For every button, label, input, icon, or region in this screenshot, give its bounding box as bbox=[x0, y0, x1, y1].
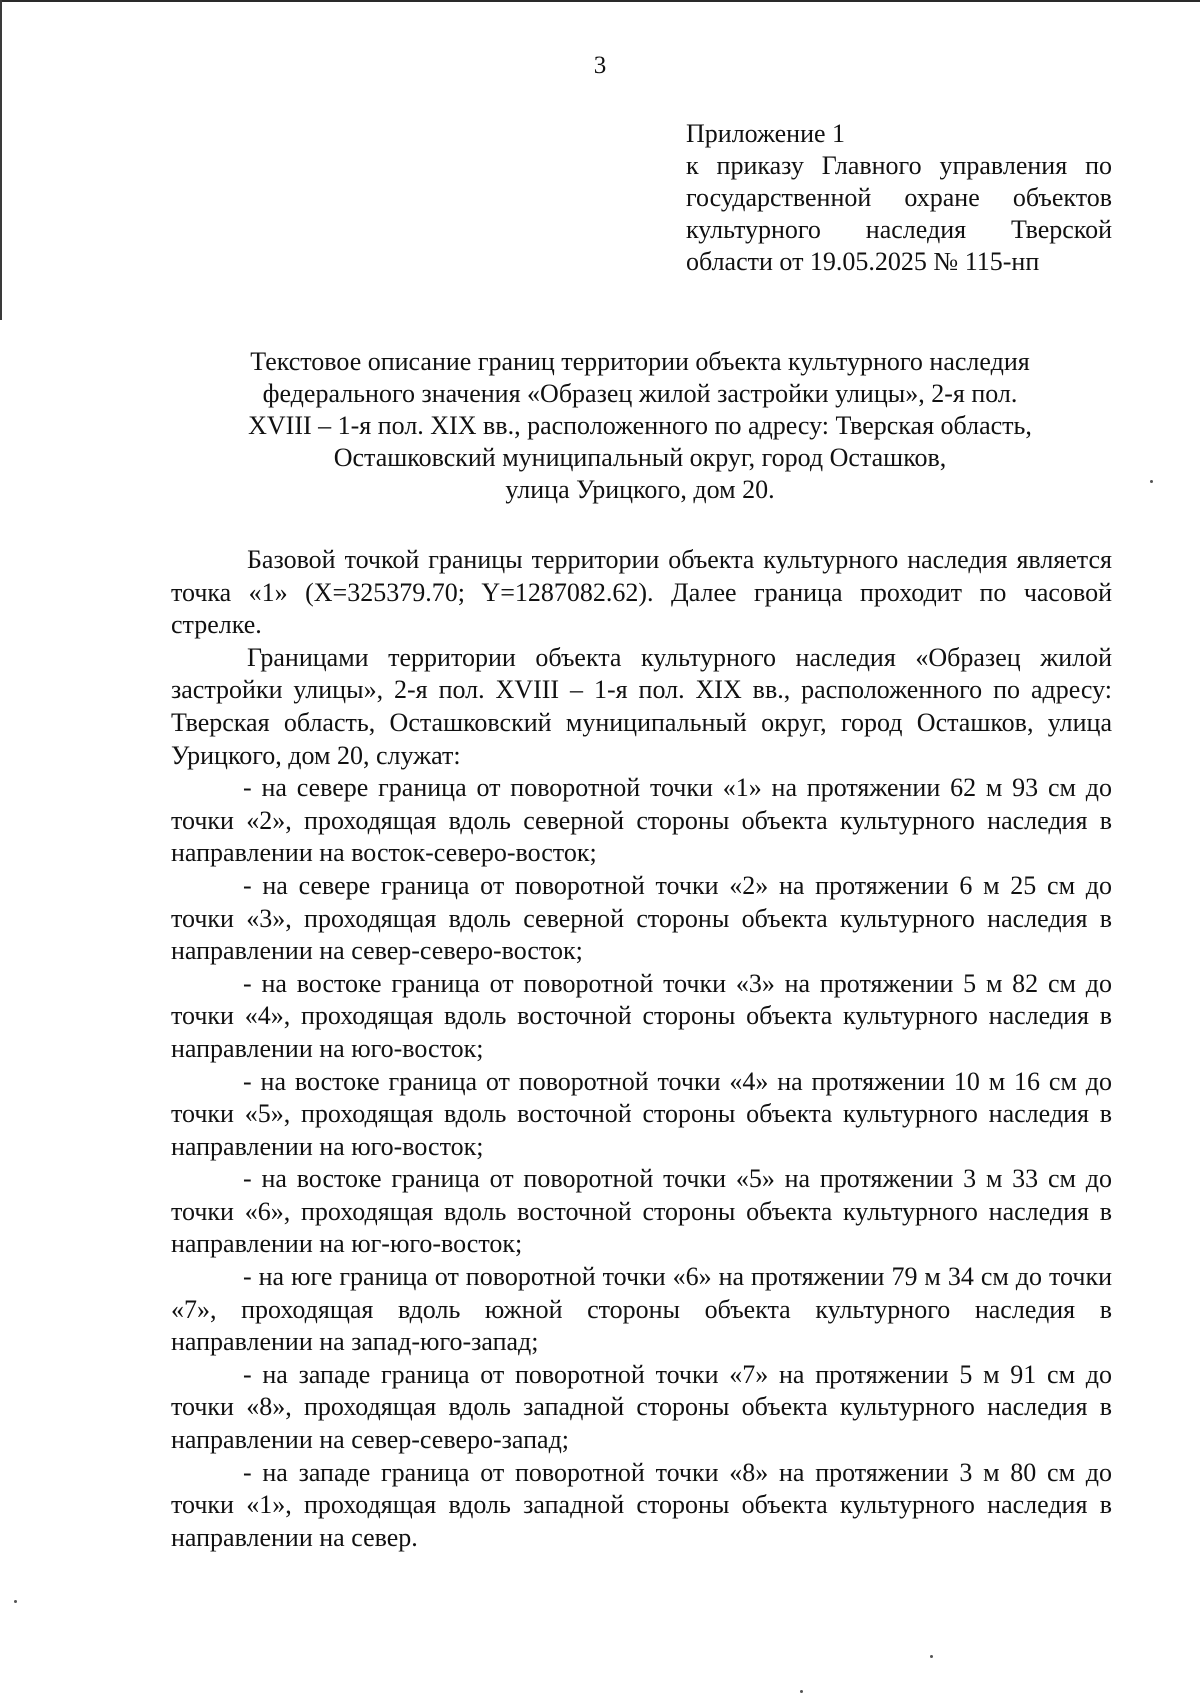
lead-paragraph: Границами территории объекта культурного наследия «Образец жилой застройки улицы», 2-я пол. XVIII – 1-я пол. XIX вв., расположенного по адресу: Тверская область, Осташковский муниципальный округ, город Осташков, улица Урицкого, дом 20, служат: bbox=[171, 642, 1112, 770]
boundary-item: - на севере граница от поворотной точки «1» на протяжении 62 м 93 см до точки «2», проходящая вдоль северной стороны объекта культурного наследия в направлении на восток-северо-восток; bbox=[171, 773, 1112, 868]
document-title bbox=[140, 346, 1140, 506]
page-number: 3 bbox=[593, 52, 607, 79]
title-line: Осташковский муниципальный округ, город Осташков, bbox=[333, 443, 947, 472]
document-body bbox=[171, 544, 1112, 1554]
scan-speck bbox=[1150, 480, 1153, 483]
scan-speck bbox=[930, 1655, 933, 1658]
intro-paragraph: Базовой точкой границы территории объекта культурного наследия является точка «1» (X=325379.70; Y=1287082.62). Далее граница проходит по часовой стрелке. bbox=[171, 545, 1112, 640]
appendix-line: Приложение 1 bbox=[686, 119, 846, 148]
scan-edge-top bbox=[0, 0, 1200, 2]
appendix-line: государственной охране объектов bbox=[686, 183, 1112, 212]
appendix-line: культурного наследия Тверской bbox=[686, 215, 1112, 244]
appendix-line: к приказу Главного управления по bbox=[686, 151, 1112, 180]
title-line: федерального значения «Образец жилой застройки улицы», 2-я пол. bbox=[262, 379, 1018, 408]
boundary-item: - на западе граница от поворотной точки «8» на протяжении 3 м 80 см до точки «1», проходящая вдоль западной стороны объекта культурного наследия в направлении на север. bbox=[171, 1457, 1112, 1552]
appendix-line: области от 19.05.2025 № 115-нп bbox=[686, 247, 1040, 276]
scan-edge-left bbox=[0, 0, 2, 320]
boundary-item: - на севере граница от поворотной точки «2» на протяжении 6 м 25 см до точки «3», проходящая вдоль северной стороны объекта культурного наследия в направлении на север-северо-восток; bbox=[171, 870, 1112, 966]
title-line: XVIII – 1-я пол. XIX вв., расположенного по адресу: Тверская область, bbox=[248, 411, 1032, 440]
boundary-item: - на востоке граница от поворотной точки «5» на протяжении 3 м 33 см до точки «6», проходящая вдоль восточной стороны объекта культурного наследия в направлении на юг-юго-восток; bbox=[171, 1164, 1112, 1259]
title-line: Текстовое описание границ территории объекта культурного наследия bbox=[250, 347, 1030, 376]
scan-speck bbox=[14, 1600, 17, 1603]
scan-speck bbox=[800, 1690, 803, 1693]
boundary-item: - на западе граница от поворотной точки «7» на протяжении 5 м 91 см до точки «8», проходящая вдоль западной стороны объекта культурного наследия в направлении на север-северо-запад; bbox=[171, 1359, 1112, 1455]
title-line: улица Урицкого, дом 20. bbox=[505, 475, 775, 504]
boundary-item: - на востоке граница от поворотной точки «4» на протяжении 10 м 16 см до точки «5», проходящая вдоль восточной стороны объекта культурного наследия в направлении на юго-восток; bbox=[171, 1066, 1112, 1161]
appendix-block bbox=[686, 118, 1112, 278]
boundary-item: - на юге граница от поворотной точки «6» на протяжении 79 м 34 см до точки «7», проходящая вдоль южной стороны объекта культурного наследия в направлении на запад-юго-запад; bbox=[171, 1262, 1112, 1357]
boundary-item: - на востоке граница от поворотной точки «3» на протяжении 5 м 82 см до точки «4», проходящая вдоль восточной стороны объекта культурного наследия в направлении на юго-восток; bbox=[171, 968, 1112, 1063]
